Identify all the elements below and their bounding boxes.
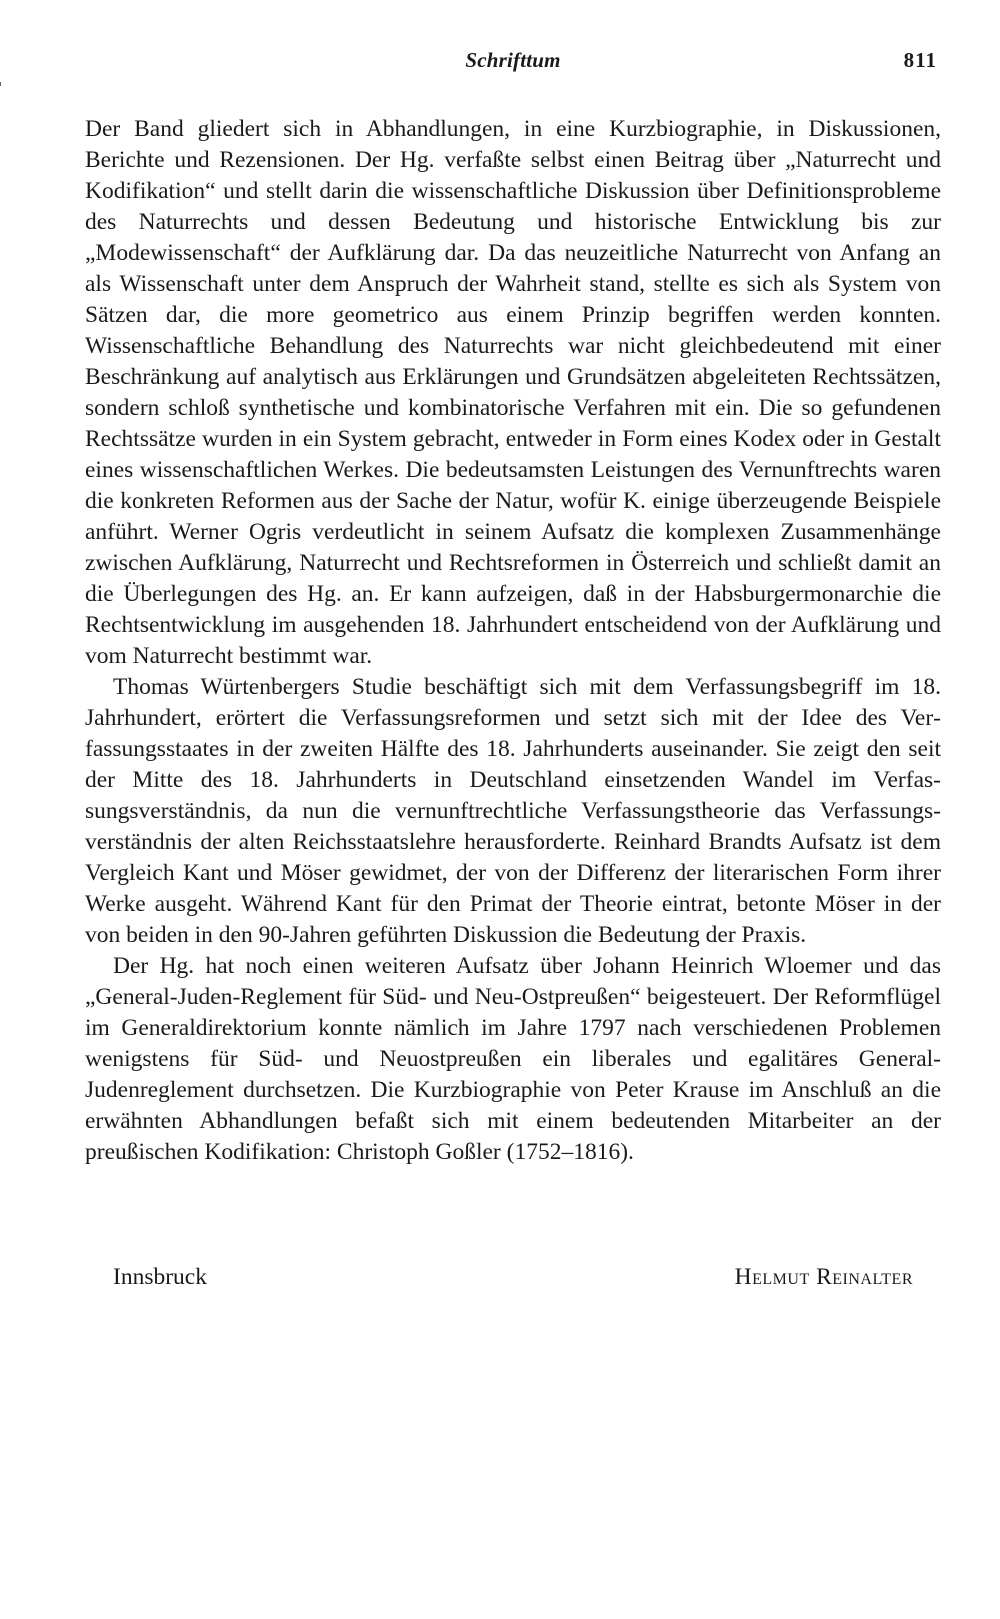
signature-place: Innsbruck <box>113 1264 207 1290</box>
page-number: 811 <box>903 48 937 72</box>
document-page <box>85 0 941 1619</box>
paragraph-3: Der Hg. hat noch einen weiteren Aufsatz über Johann Heinrich Wloemer und das „General-Juden-Reglement für Süd- und Neu-Ostpreußen“ beigesteuert. Der Reformflügel im Generaldirektorium konnte nämlich im Jahre 1797 nach verschiedenen Problemen wenigstens für Süd- und Neuostpreußen ein liberales und egalitäres General-Judenreglement durchsetzen. Die Kurzbiographie von Peter Krause im Anschluß an die erwähnten Abhandlungen befaßt sich mit einem bedeutenden Mitarbeiter an der preußischen Kodifikation: Christoph Goßler (1752–1816). <box>85 953 941 1165</box>
scan-edge-mark <box>0 82 1 86</box>
running-head <box>85 48 941 78</box>
running-title: Schrifttum <box>465 48 561 72</box>
signature-author: Helmut Reinalter <box>734 1264 913 1290</box>
paragraph-1: Der Band gliedert sich in Abhandlungen, in eine Kurzbiographie, in Diskussionen, Berichte und Rezensionen. Der Hg. verfaßte selbst einen Beitrag über „Naturrecht und Kodifikation“ und stellt darin die wissenschaftliche Diskussion über Definitionsprobleme des Naturrechts und dessen Bedeutung und historische Entwicklung bis zur „Modewissenschaft“ der Aufklärung dar. Da das neuzeitliche Naturrecht von Anfang an als Wissenschaft unter dem Anspruch der Wahrheit stand, stellte es sich als System von Sätzen dar, die more geometrico aus einem Prinzip begriffen werden konnten. Wissenschaftliche Behandlung des Naturrechts war nicht gleichbedeutend mit einer Beschränkung auf analytisch aus Erklärungen und Grundsätzen abgeleiteten Rechtssätzen, sondern schloß synthetische und kombinatorische Verfahren mit ein. Die so gefundenen Rechtssätze wurden in ein System gebracht, entweder in Form eines Kodex oder in Gestalt eines wissenschaftlichen Werkes. Die bedeutsamsten Leistungen des Vernunftrechts waren die konkreten Reformen aus der Sache der Natur, wofür K. einige überzeugende Beispiele anführt. Werner Ogris verdeutlicht in seinem Aufsatz die komplexen Zusammenhänge zwischen Aufklärung, Naturrecht und Rechtsreformen in Österreich und schließt damit an die Überlegungen des Hg. an. Er kann aufzeigen, daß in der Habsburgermonarchie die Rechtsentwicklung im ausgehenden 18. Jahrhundert entscheidend von der Aufklärung und vom Naturrecht bestimmt war. <box>85 116 941 669</box>
paragraph-2: Thomas Würtenbergers Studie beschäftigt sich mit dem Verfassungsbegriff im 18. Jahrhundert, erörtert die Verfassungsreformen und setzt sich mit der Idee des Verfassungsstaates in der zweiten Hälfte des 18. Jahrhunderts auseinander. Sie zeigt den seit der Mitte des 18. Jahrhunderts in Deutschland einsetzenden Wandel im Verfassungsverständnis, da nun die vernunftrechtliche Verfassungstheorie das Verfassungsverständnis der alten Reichsstaatslehre herausforderte. Reinhard Brandts Aufsatz ist dem Vergleich Kant und Möser gewidmet, der von der Differenz der literarischen Form ihrer Werke ausgeht. Während Kant für den Primat der Theorie eintrat, betonte Möser in der von beiden in den 90-Jahren geführten Diskussion die Bedeutung der Praxis. <box>85 674 941 948</box>
review-signature <box>113 1262 913 1293</box>
review-body <box>85 114 941 1168</box>
